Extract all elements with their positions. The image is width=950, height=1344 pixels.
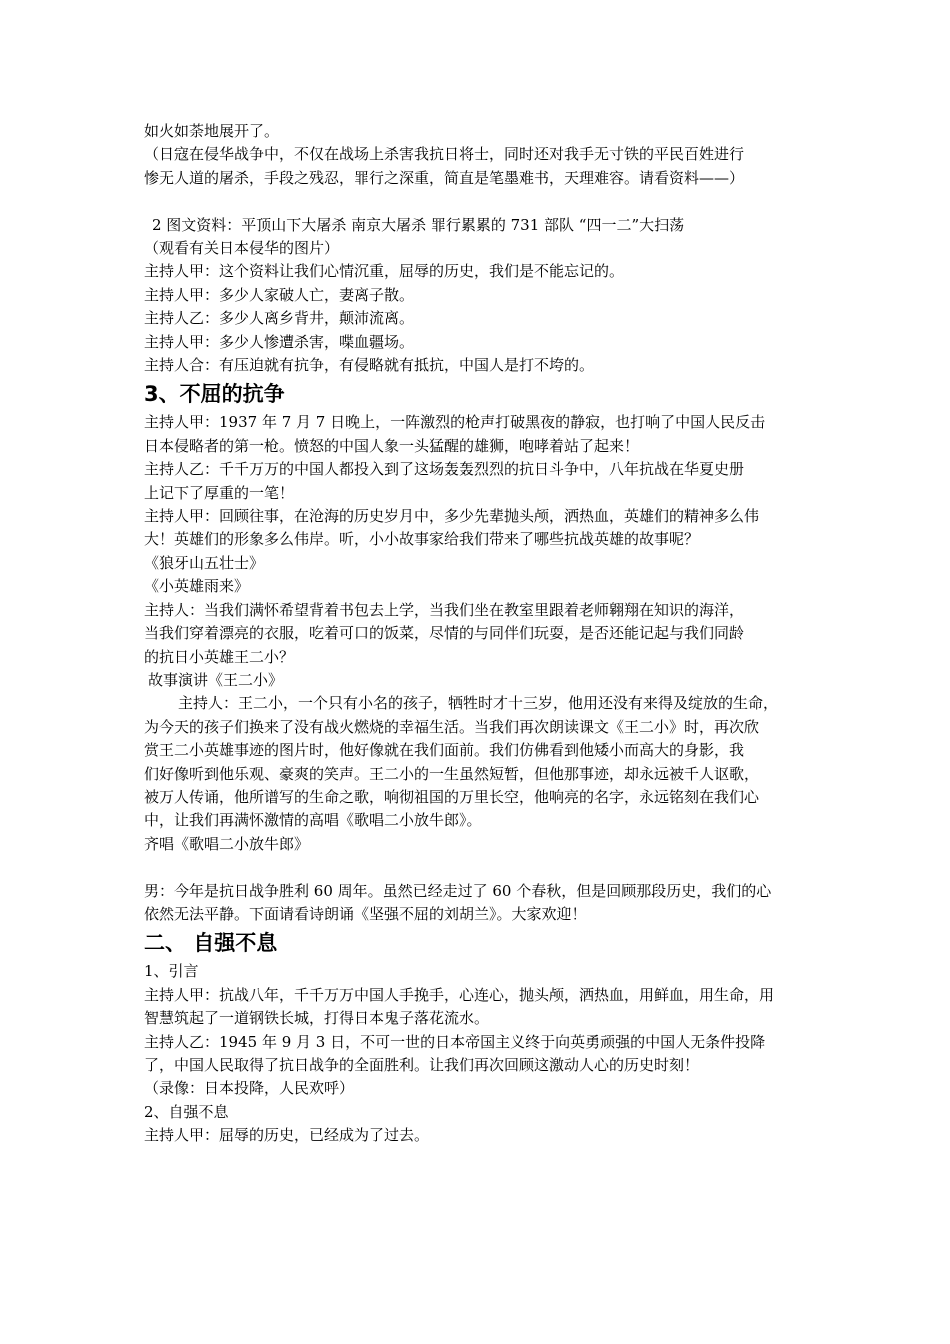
text-line: 智慧筑起了一道钢铁长城，打得日本鬼子落花流水。 [144, 1009, 490, 1028]
text-line: 赏王二小英雄事迹的图片时，他好像就在我们面前。我们仿佛看到他矮小而高大的身影，我 [144, 741, 745, 760]
text-line: 主持人甲：屈辱的历史，已经成为了过去。 [144, 1126, 430, 1145]
blank-line [144, 856, 812, 879]
document-page [144, 120, 812, 1148]
text-line: 1、引言 [144, 962, 199, 981]
text-line: 主持人：当我们满怀希望背着书包去上学，当我们坐在教室里跟着老师翱翔在知识的海洋， [144, 600, 745, 619]
text-line: 《狼牙山五壮士》 [144, 553, 265, 572]
text-line: 主持人甲：多少人家破人亡，妻离子散。 [144, 285, 415, 304]
text-line: 中，让我们再满怀激情的高唱《歌唱二小放牛郎》。 [144, 811, 482, 830]
text-line: 主持人甲：抗战八年，千千万万中国人手挽手，心连心，抛头颅，洒热血，用鲜血，用生命，用 [144, 985, 775, 1004]
text-line: 惨无人道的屠杀，手段之残忍，罪行之深重，简直是笔墨难书，天理难容。请看资料——） [144, 168, 745, 187]
section-heading: 二、 自强不息 [144, 931, 278, 956]
text-line: 主持人乙：多少人离乡背井，颠沛流离。 [144, 309, 415, 328]
text-line: 大！英雄们的形象多么伟岸。听，小小故事家给我们带来了哪些抗战英雄的故事呢？ [144, 530, 700, 549]
text-line: 齐唱《歌唱二小放牛郎》 [144, 834, 310, 853]
text-line: 被万人传诵，他所谱写的生命之歌，响彻祖国的万里长空，他响亮的名字，永远铭刻在我们心 [144, 787, 760, 806]
text-line: 2、自强不息 [144, 1102, 229, 1121]
text-line: 当我们穿着漂亮的衣服，吃着可口的饭菜，尽情的与同伴们玩耍，是否还能记起与我们同龄 [144, 624, 745, 643]
text-line: 日本侵略者的第一枪。愤怒的中国人象一头猛醒的雄狮，咆哮着站了起来！ [144, 436, 640, 455]
blank-line [144, 190, 812, 213]
text-line: 为今天的孩子们换来了没有战火燃烧的幸福生活。当我们再次朗读课文《王二小》时，再次欣 [144, 717, 760, 736]
text-line: 主持人乙：1945 年 9 月 3 日，不可一世的日本帝国主义终于向英勇顽强的中国人无条件投降 [144, 1032, 766, 1051]
text-line: 上记下了厚重的一笔！ [144, 483, 295, 502]
text-line: 主持人甲：多少人惨遭杀害，喋血疆场。 [144, 332, 415, 351]
text-line: 依然无法平静。下面请看诗朗诵《坚强不屈的刘胡兰》。大家欢迎！ [144, 904, 587, 923]
text-line: （观看有关日本侵华的图片） [144, 239, 340, 258]
text-line: 2 图文资料：平顶山下大屠杀 南京大屠杀 罪行累累的 731 部队 “四一二”大扫荡 [152, 215, 685, 234]
text-line: （日寇在侵华战争中，不仅在战场上杀害我抗日将士，同时还对我手无寸铁的平民百姓进行 [144, 145, 745, 164]
text-line: 了，中国人民取得了抗日战争的全面胜利。让我们再次回顾这激动人心的历史时刻！ [144, 1056, 700, 1074]
text-line: 故事演讲《王二小》 [148, 670, 284, 689]
text-line: 《小英雄雨来》 [144, 577, 250, 596]
text-line: 们好像听到他乐观、豪爽的笑声。王二小的一生虽然短暂，但他那事迹，却永远被千人讴歌， [144, 764, 760, 783]
text-line: （录像：日本投降，人民欢呼） [144, 1079, 355, 1098]
section-heading: 3、不屈的抗争 [144, 382, 285, 407]
text-line: 主持人：王二小，一个只有小名的孩子，牺牲时才十三岁，他用还没有来得及绽放的生命， [178, 694, 779, 713]
text-line: 如火如荼地展开了。 [144, 122, 280, 140]
text-line: 主持人甲：回顾往事，在沧海的历史岁月中，多少先辈抛头颅，洒热血，英雄们的精神多么伟 [144, 507, 760, 526]
text-line: 主持人乙：千千万万的中国人都投入到了这场轰轰烈烈的抗日斗争中，八年抗战在华夏史册 [144, 460, 745, 479]
text-line: 主持人甲：1937 年 7 月 7 日晚上，一阵激烈的枪声打破黑夜的静寂，也打响了中国人民反击 [144, 413, 766, 432]
text-line: 男：今年是抗日战争胜利 60 周年。虽然已经走过了 60 个春秋，但是回顾那段历史，我们的心 [144, 881, 772, 900]
text-line: 的抗日小英雄王二小？ [144, 647, 295, 666]
text-line: 主持人合：有压迫就有抗争，有侵略就有抵抗，中国人是打不垮的。 [144, 356, 595, 375]
text-line: 主持人甲：这个资料让我们心情沉重，屈辱的历史，我们是不能忘记的。 [144, 262, 625, 281]
